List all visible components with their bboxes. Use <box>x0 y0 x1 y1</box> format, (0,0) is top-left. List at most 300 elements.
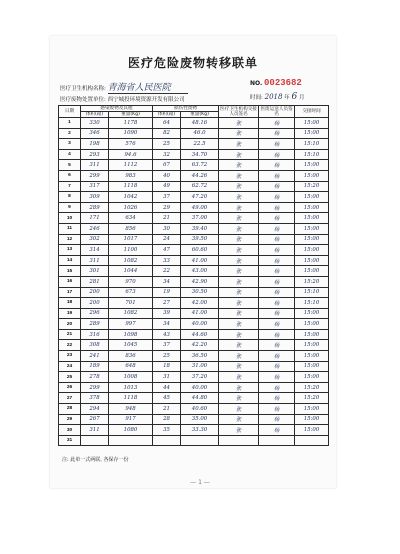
cell-t: 15:00 <box>295 351 329 362</box>
cell-t: 15:00 <box>295 404 329 415</box>
cell-s1: 张 <box>219 329 259 340</box>
cell-w1: 1026 <box>109 202 153 213</box>
cell-s1: 张 <box>219 276 259 287</box>
cell-t: 15:00 <box>295 255 329 266</box>
header-infectious: 感染废物及其他 <box>81 106 153 112</box>
cell-v2: 32 <box>153 149 181 160</box>
cell-s1: 张 <box>219 340 259 351</box>
cell-w2: 63.72 <box>181 160 219 171</box>
institution-row <box>60 80 188 94</box>
cell-v2: 37 <box>153 192 181 203</box>
table-row <box>59 298 329 309</box>
cell-v2: 21 <box>153 404 181 415</box>
cell-v2: 40 <box>153 170 181 181</box>
cell-v1: 309 <box>81 192 109 203</box>
cell-d: 29 <box>59 414 81 425</box>
cell-s1: 张 <box>219 372 259 383</box>
cell-w1: 673 <box>109 287 153 298</box>
cell-v2: 31 <box>153 372 181 383</box>
cell-v1: 241 <box>81 351 109 362</box>
month-suffix: 月 <box>298 95 305 101</box>
cell-w1: 1017 <box>109 234 153 245</box>
cell-s1: 张 <box>219 160 259 171</box>
cell-t: 15:00 <box>295 223 329 234</box>
cell-s2: 杨 <box>259 245 295 256</box>
cell-s2: 杨 <box>259 276 295 287</box>
cell-v2: 64 <box>153 118 181 129</box>
cell-s2: 杨 <box>259 118 295 129</box>
cell-d: 20 <box>59 319 81 330</box>
cell-w2: 40.00 <box>181 319 219 330</box>
cell-v1: 311 <box>81 425 109 436</box>
cell-v1: 317 <box>81 181 109 192</box>
header-weight-1: 重量(Kg) <box>109 112 153 118</box>
cell-s2: 杨 <box>259 404 295 415</box>
cell-d: 11 <box>59 223 81 234</box>
cell-d: 16 <box>59 276 81 287</box>
cell-w1: 997 <box>109 319 153 330</box>
table-row <box>59 160 329 171</box>
cell-v2: 24 <box>153 234 181 245</box>
cell-d: 19 <box>59 308 81 319</box>
cell-s1: 张 <box>219 213 259 224</box>
footer-note: 注: 此单一式两联, 各保存一份 <box>62 457 129 463</box>
cell-v1: 302 <box>81 234 109 245</box>
cell-v2: 35 <box>153 425 181 436</box>
cell-v1: 378 <box>81 393 109 404</box>
cell-v1: 330 <box>81 118 109 129</box>
cell-t: 15:00 <box>295 329 329 340</box>
cell-v2: 82 <box>153 128 181 139</box>
cell-v2 <box>153 435 181 446</box>
cell-s1: 张 <box>219 266 259 277</box>
cell-w1: 856 <box>109 223 153 234</box>
header-hand-over: 医疗卫生机构交接人员签名 <box>220 106 257 117</box>
cell-v1: 198 <box>81 139 109 150</box>
table-row <box>59 213 329 224</box>
cell-w2: 47.20 <box>181 192 219 203</box>
cell-s2: 杨 <box>259 298 295 309</box>
cell-d: 4 <box>59 149 81 160</box>
cell-s2: 杨 <box>259 308 295 319</box>
cell-t: 15:00 <box>295 213 329 224</box>
table-row <box>59 192 329 203</box>
cell-v2: 45 <box>153 393 181 404</box>
cell-s2: 杨 <box>259 287 295 298</box>
cell-w2: 44.26 <box>181 170 219 181</box>
cell-v1: 171 <box>81 213 109 224</box>
cell-v1: 200 <box>81 287 109 298</box>
table-row <box>59 351 329 362</box>
cell-v1: 289 <box>81 319 109 330</box>
cell-w1: 1082 <box>109 308 153 319</box>
cell-s2: 杨 <box>259 234 295 245</box>
year-value: 2018 <box>264 93 283 101</box>
cell-w2: 43.00 <box>181 266 219 277</box>
cell-d: 8 <box>59 192 81 203</box>
cell-w2: 44.80 <box>181 393 219 404</box>
cell-v1: 289 <box>81 202 109 213</box>
month-value: 6 <box>291 92 298 102</box>
table-row <box>59 382 329 393</box>
cell-d: 12 <box>59 234 81 245</box>
cell-w2 <box>181 435 219 446</box>
cell-v2: 19 <box>153 287 181 298</box>
cell-s1: 张 <box>219 425 259 436</box>
cell-t: 15:20 <box>295 276 329 287</box>
cell-s1: 张 <box>219 149 259 160</box>
cell-v2: 27 <box>153 298 181 309</box>
cell-w2: 35.00 <box>181 414 219 425</box>
table-row <box>59 128 329 139</box>
cell-t: 15:20 <box>295 181 329 192</box>
cell-w2: 22.5 <box>181 139 219 150</box>
cell-s2: 杨 <box>259 181 295 192</box>
cell-v2: 25 <box>153 139 181 150</box>
cell-d: 14 <box>59 255 81 266</box>
cell-v2: 30 <box>153 223 181 234</box>
cell-s1: 张 <box>219 382 259 393</box>
serial-row <box>250 78 302 88</box>
cell-v2: 49 <box>153 181 181 192</box>
table-row <box>59 425 329 436</box>
cell-v2: 28 <box>153 414 181 425</box>
cell-s1: 张 <box>219 118 259 129</box>
cell-d: 9 <box>59 202 81 213</box>
cell-d: 1 <box>59 118 81 129</box>
cell-s1: 张 <box>219 192 259 203</box>
cell-v2: 67 <box>153 160 181 171</box>
cell-w2: 41.00 <box>181 308 219 319</box>
disposal-row <box>60 95 185 103</box>
cell-d: 6 <box>59 170 81 181</box>
serial-number: 0023682 <box>264 78 302 88</box>
cell-s2: 杨 <box>259 382 295 393</box>
cell-v1: 316 <box>81 329 109 340</box>
header-volume-2: 体积(箱) <box>153 112 181 118</box>
cell-s1: 张 <box>219 393 259 404</box>
cell-v1: 200 <box>81 298 109 309</box>
cell-t: 15:00 <box>295 170 329 181</box>
cell-v2: 39 <box>153 308 181 319</box>
cell-s1: 张 <box>219 202 259 213</box>
cell-w1: 983 <box>109 170 153 181</box>
cell-t: 15:10 <box>295 139 329 150</box>
cell-v1: 267 <box>81 414 109 425</box>
cell-t: 15:10 <box>295 149 329 160</box>
cell-w2: 42.90 <box>181 276 219 287</box>
cell-s2: 杨 <box>259 213 295 224</box>
cell-w2: 39.40 <box>181 223 219 234</box>
serial-label: NO. <box>250 80 263 87</box>
cell-w2: 37.00 <box>181 213 219 224</box>
cell-t: 15:00 <box>295 202 329 213</box>
cell-w1 <box>109 435 153 446</box>
cell-v2: 25 <box>153 351 181 362</box>
table-row <box>59 308 329 319</box>
cell-d: 3 <box>59 139 81 150</box>
cell-t: 15:00 <box>295 372 329 383</box>
cell-t: 15:00 <box>295 160 329 171</box>
table-body <box>59 118 329 446</box>
cell-s2: 杨 <box>259 414 295 425</box>
cell-w1: 1045 <box>109 340 153 351</box>
cell-v2: 44 <box>153 382 181 393</box>
table-row <box>59 329 329 340</box>
cell-v2: 43 <box>153 329 181 340</box>
cell-w2: 37.20 <box>181 372 219 383</box>
header-volume-1: 体积(箱) <box>81 112 109 118</box>
cell-s1: 张 <box>219 414 259 425</box>
cell-s2: 杨 <box>259 425 295 436</box>
cell-t: 15:00 <box>295 118 329 129</box>
cell-s1: 张 <box>219 181 259 192</box>
table-row <box>59 202 329 213</box>
cell-t: 15:00 <box>295 414 329 425</box>
table-row <box>59 414 329 425</box>
cell-t: 15:00 <box>295 425 329 436</box>
cell-w2: 31.00 <box>181 361 219 372</box>
cell-s2: 杨 <box>259 255 295 266</box>
header-damage: 损伤性废物 <box>153 106 219 112</box>
cell-v1 <box>81 435 109 446</box>
cell-d: 2 <box>59 128 81 139</box>
cell-w2: 30.50 <box>181 287 219 298</box>
cell-s1: 张 <box>219 255 259 266</box>
cell-w1: 917 <box>109 414 153 425</box>
cell-s1: 张 <box>219 223 259 234</box>
cell-w1: 1112 <box>109 160 153 171</box>
cell-s2: 杨 <box>259 170 295 181</box>
cell-v1: 301 <box>81 266 109 277</box>
cell-w1: 648 <box>109 361 153 372</box>
transfer-table <box>58 105 329 446</box>
cell-w1: 1013 <box>109 382 153 393</box>
cell-v1: 299 <box>81 382 109 393</box>
table-row <box>59 245 329 256</box>
cell-s2: 杨 <box>259 329 295 340</box>
table-row <box>59 266 329 277</box>
cell-d: 28 <box>59 404 81 415</box>
cell-d: 7 <box>59 181 81 192</box>
header-day: 日期 <box>59 106 81 118</box>
form-title: 医疗危险废物转移联单 <box>127 56 258 70</box>
cell-w1: 1008 <box>109 372 153 383</box>
cell-s2: 杨 <box>259 319 295 330</box>
cell-v2: 34 <box>153 276 181 287</box>
cell-t: 15:00 <box>295 234 329 245</box>
cell-w1: 94.6 <box>109 149 153 160</box>
cell-w2: 40.00 <box>181 382 219 393</box>
table-row <box>59 319 329 330</box>
cell-w2: 44.60 <box>181 329 219 340</box>
cell-d: 27 <box>59 393 81 404</box>
disposal-label: 医疗废物处置单位: <box>60 97 106 103</box>
table-row <box>59 276 329 287</box>
cell-v1: 189 <box>81 361 109 372</box>
cell-t: 15:00 <box>295 245 329 256</box>
cell-s1: 张 <box>219 308 259 319</box>
cell-w1: 970 <box>109 276 153 287</box>
cell-w1: 948 <box>109 404 153 415</box>
cell-d: 21 <box>59 329 81 340</box>
cell-t <box>295 435 329 446</box>
cell-w1: 1118 <box>109 393 153 404</box>
cell-w1: 1098 <box>109 329 153 340</box>
cell-w2: 49.00 <box>181 202 219 213</box>
table-row <box>59 361 329 372</box>
cell-t: 15:00 <box>295 128 329 139</box>
cell-w1: 1118 <box>109 181 153 192</box>
cell-w1: 1042 <box>109 192 153 203</box>
disposal-name: 西宁城投环境资源开发有限公司 <box>107 97 185 103</box>
cell-s1: 张 <box>219 361 259 372</box>
cell-s1: 张 <box>219 245 259 256</box>
cell-d: 5 <box>59 160 81 171</box>
institution-label: 医疗卫生机构名称: <box>60 86 106 92</box>
institution-name: 青海省人民医院 <box>108 80 188 94</box>
cell-s2: 杨 <box>259 149 295 160</box>
cell-w2: 41.00 <box>181 255 219 266</box>
cell-s2: 杨 <box>259 192 295 203</box>
cell-t: 15:00 <box>295 192 329 203</box>
cell-d: 15 <box>59 266 81 277</box>
cell-w2: 42.00 <box>181 298 219 309</box>
cell-s1: 张 <box>219 128 259 139</box>
cell-s2: 杨 <box>259 266 295 277</box>
cell-w2: 42.20 <box>181 340 219 351</box>
cell-t: 15:20 <box>295 382 329 393</box>
cell-s2: 杨 <box>259 139 295 150</box>
cell-d: 22 <box>59 340 81 351</box>
cell-w1: 1082 <box>109 255 153 266</box>
cell-s1: 张 <box>219 234 259 245</box>
table-row <box>59 435 329 446</box>
table-row <box>59 372 329 383</box>
cell-s2: 杨 <box>259 202 295 213</box>
cell-s2: 杨 <box>259 361 295 372</box>
header-weight-2: 重量(Kg) <box>181 112 219 118</box>
cell-d: 30 <box>59 425 81 436</box>
cell-v2: 34 <box>153 319 181 330</box>
cell-v1: 308 <box>81 340 109 351</box>
cell-d: 24 <box>59 361 81 372</box>
table-row <box>59 181 329 192</box>
cell-v1: 278 <box>81 372 109 383</box>
cell-w2: 36.50 <box>181 351 219 362</box>
cell-d: 10 <box>59 213 81 224</box>
cell-v1: 314 <box>81 245 109 256</box>
cell-w1: 836 <box>109 351 153 362</box>
cell-t: 15:00 <box>295 361 329 372</box>
cell-v2: 22 <box>153 266 181 277</box>
cell-s2: 杨 <box>259 351 295 362</box>
cell-t: 15:00 <box>295 319 329 330</box>
cell-s1: 张 <box>219 404 259 415</box>
table-row <box>59 287 329 298</box>
cell-s2: 杨 <box>259 340 295 351</box>
cell-v1: 346 <box>81 128 109 139</box>
cell-s1: 张 <box>219 298 259 309</box>
table-row <box>59 223 329 234</box>
cell-s2: 杨 <box>259 128 295 139</box>
cell-t: 15:10 <box>295 298 329 309</box>
cell-s2: 杨 <box>259 393 295 404</box>
year-suffix: 年 <box>284 95 290 101</box>
cell-w2: 62.72 <box>181 181 219 192</box>
cell-v2: 47 <box>153 245 181 256</box>
cell-v1: 293 <box>81 149 109 160</box>
cell-t: 15:10 <box>295 287 329 298</box>
time-label: 时间: <box>250 95 263 101</box>
cell-v2: 37 <box>153 340 181 351</box>
table-row <box>59 404 329 415</box>
cell-d: 26 <box>59 382 81 393</box>
cell-v2: 33 <box>153 255 181 266</box>
cell-s2: 杨 <box>259 372 295 383</box>
header-transport: 医废运送人员签名 <box>260 106 293 117</box>
cell-t: 15:00 <box>295 340 329 351</box>
cell-s1: 张 <box>219 287 259 298</box>
table-row <box>59 234 329 245</box>
cell-w1: 1080 <box>109 425 153 436</box>
cell-w1: 1090 <box>109 128 153 139</box>
table-row <box>59 393 329 404</box>
cell-d: 17 <box>59 287 81 298</box>
table-row <box>59 170 329 181</box>
cell-v2: 18 <box>153 361 181 372</box>
cell-w2: 34.70 <box>181 149 219 160</box>
cell-v1: 311 <box>81 255 109 266</box>
cell-w2: 39.50 <box>181 234 219 245</box>
cell-s2: 杨 <box>259 160 295 171</box>
date-row <box>250 92 304 102</box>
table-row <box>59 149 329 160</box>
cell-t: 15:00 <box>295 266 329 277</box>
cell-s1: 张 <box>219 351 259 362</box>
cell-v1: 311 <box>81 160 109 171</box>
cell-t: 15:20 <box>295 393 329 404</box>
cell-v1: 246 <box>81 223 109 234</box>
cell-w2: 48.16 <box>181 118 219 129</box>
cell-w1: 576 <box>109 139 153 150</box>
cell-v1: 294 <box>81 404 109 415</box>
cell-v2: 21 <box>153 213 181 224</box>
table-row <box>59 340 329 351</box>
cell-s2 <box>259 435 295 446</box>
cell-v1: 296 <box>81 308 109 319</box>
cell-d: 31 <box>59 435 81 446</box>
cell-s1: 张 <box>219 319 259 330</box>
header-time: 交接时间 <box>295 106 329 118</box>
table-row <box>59 255 329 266</box>
table-row <box>59 139 329 150</box>
cell-v1: 299 <box>81 170 109 181</box>
cell-w2: 46.0 <box>181 128 219 139</box>
page-mark: — 1 — <box>190 479 210 486</box>
cell-w1: 634 <box>109 213 153 224</box>
cell-d: 18 <box>59 298 81 309</box>
cell-d: 25 <box>59 372 81 383</box>
cell-d: 13 <box>59 245 81 256</box>
cell-s1 <box>219 435 259 446</box>
cell-v2: 29 <box>153 202 181 213</box>
cell-t: 15:00 <box>295 308 329 319</box>
table-row <box>59 118 329 129</box>
cell-s1: 张 <box>219 170 259 181</box>
cell-s1: 张 <box>219 139 259 150</box>
cell-w2: 60.60 <box>181 245 219 256</box>
